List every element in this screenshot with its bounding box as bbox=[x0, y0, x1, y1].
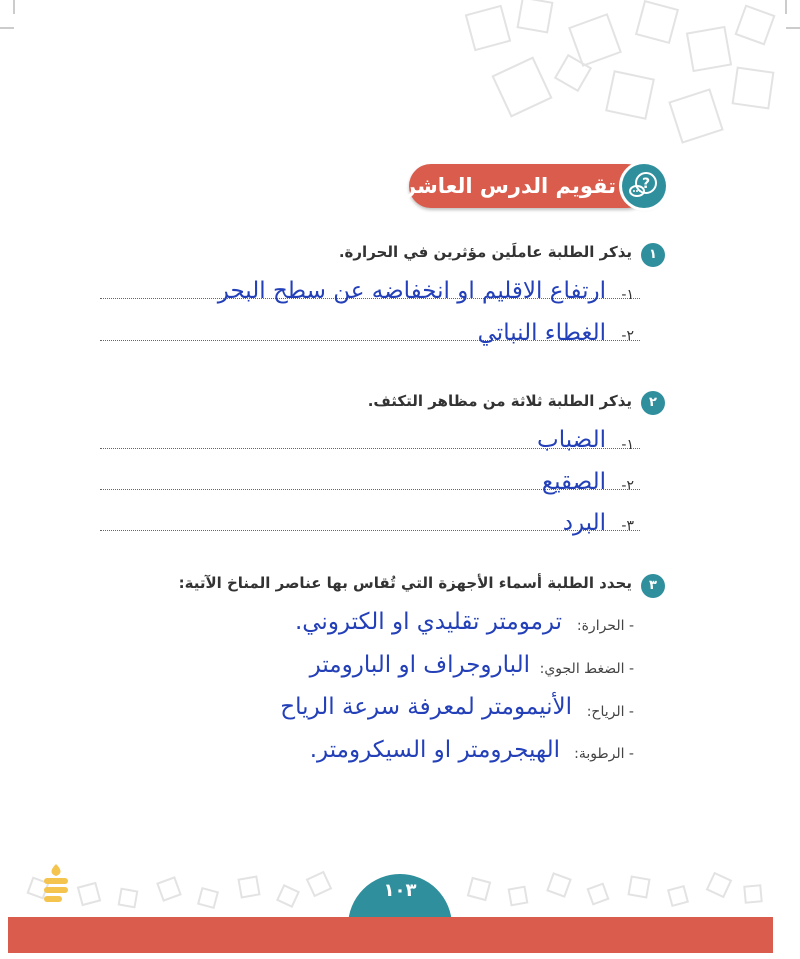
element-label-wind: - الرياح: bbox=[586, 704, 634, 720]
question-3-text: يحدد الطلبة أسماء الأجهزة التي تُقاس بها عناصر المناخ الآتية: bbox=[178, 574, 632, 592]
answer-text: البرد bbox=[562, 510, 606, 536]
page-title: تقويم الدرس العاشر bbox=[404, 174, 616, 198]
question-chat-icon bbox=[622, 164, 666, 208]
question-number-3: ٣ bbox=[641, 574, 665, 598]
instrument-answer: الأنيمومتر لمعرفة سرعة الرياح bbox=[280, 694, 572, 720]
answer-text: ارتفاع الاقليم او انخفاضه عن سطح البحر bbox=[217, 278, 606, 304]
question-2-text: يذكر الطلبة ثلاثة من مظاهر التكثف. bbox=[367, 392, 632, 410]
lesson-evaluation-banner bbox=[404, 164, 666, 208]
element-label-temperature: - الحرارة: bbox=[576, 618, 634, 634]
element-label-pressure: - الضغط الجوي: bbox=[539, 661, 634, 677]
answer-index: ١- bbox=[621, 437, 634, 453]
answer-index: ٢- bbox=[621, 478, 634, 494]
answer-line bbox=[100, 530, 640, 531]
instrument-answer: ترمومتر تقليدي او الكتروني. bbox=[294, 609, 562, 635]
instrument-answer: الهيجرومتر او السيكرومتر. bbox=[309, 737, 560, 763]
svg-text:?: ? bbox=[641, 176, 651, 192]
instrument-answer: الباروجراف او البارومتر bbox=[309, 652, 530, 678]
publisher-logo-icon bbox=[40, 862, 72, 904]
answer-text: الصقيع bbox=[541, 469, 606, 495]
answer-text: الغطاء النباتي bbox=[477, 320, 606, 346]
page-number: ١٠٣ bbox=[383, 880, 417, 901]
answer-index: ٢- bbox=[621, 328, 634, 344]
element-label-humidity: - الرطوبة: bbox=[574, 746, 634, 762]
question-number-2: ٢ bbox=[641, 391, 665, 415]
question-number-1: ١ bbox=[641, 243, 665, 267]
answer-text: الضباب bbox=[537, 427, 606, 453]
footer-bar bbox=[8, 917, 773, 953]
answer-index: ١- bbox=[621, 287, 634, 303]
question-1-text: يذكر الطلبة عاملَين مؤثرين في الحرارة. bbox=[338, 243, 632, 261]
answer-index: ٣- bbox=[621, 518, 634, 534]
